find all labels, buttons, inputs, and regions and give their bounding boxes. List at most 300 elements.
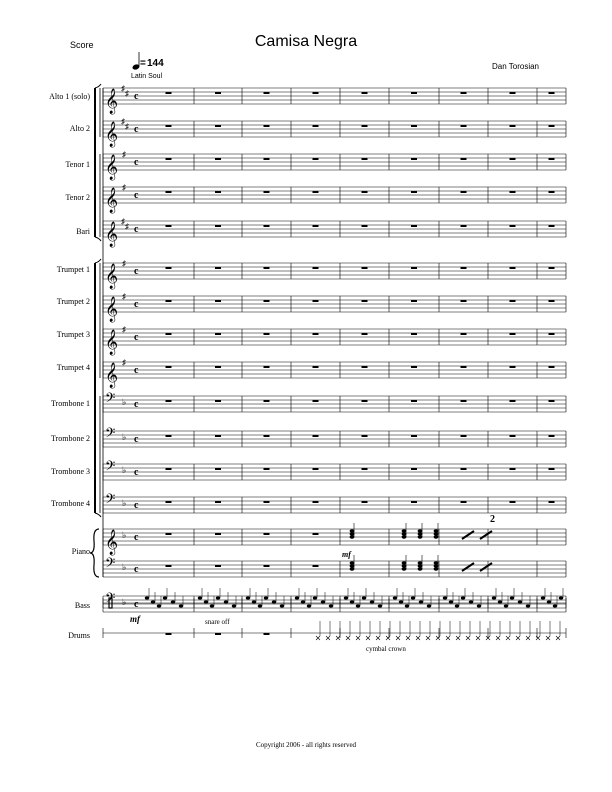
cymbal-notehead [336, 636, 340, 640]
chord-notehead [350, 567, 355, 570]
bass-notehead [356, 604, 360, 607]
time-signature: c [134, 599, 139, 610]
sharp-icon: ♯ [122, 150, 126, 159]
whole-rest [461, 435, 467, 437]
cymbal-notehead [416, 636, 420, 640]
whole-rest [264, 158, 270, 160]
treble-clef-icon: 𝄞 [105, 121, 119, 146]
flat-icon: ♭ [122, 465, 127, 475]
flat-icon: ♭ [122, 597, 127, 607]
flat-icon: ♭ [122, 432, 127, 442]
cymbal-notehead [356, 636, 360, 640]
time-signature: c [134, 224, 139, 235]
whole-rest [549, 435, 555, 437]
whole-rest [313, 366, 319, 368]
bass-notehead [526, 604, 530, 607]
whole-rest [549, 333, 555, 335]
bass-notehead [179, 604, 183, 607]
bass-dynamic: mf [130, 614, 140, 624]
whole-rest [264, 533, 270, 535]
bass-notehead [492, 596, 496, 599]
whole-rest [215, 92, 221, 94]
whole-rest [362, 400, 368, 402]
sharp-icon: ♯ [122, 292, 126, 301]
bass-notehead [329, 604, 333, 607]
sharp-icon: ♯ [121, 117, 125, 126]
bass-clef-icon: 𝄢 [105, 460, 116, 477]
whole-rest [313, 300, 319, 302]
instrument-label: Bass [74, 601, 90, 610]
bass-notehead [449, 600, 453, 603]
bass-notehead [547, 600, 551, 603]
bass-notehead [157, 604, 161, 607]
bass-notehead [427, 604, 431, 607]
whole-rest [215, 435, 221, 437]
bass-notehead [362, 596, 366, 599]
repeat-slash [462, 531, 474, 539]
flat-icon: ♭ [122, 397, 127, 407]
bass-notehead [232, 604, 236, 607]
whole-rest [215, 468, 221, 470]
bass-notehead [252, 600, 256, 603]
whole-rest [461, 267, 467, 269]
whole-rest [549, 300, 555, 302]
whole-rest [411, 92, 417, 94]
whole-rest [166, 400, 172, 402]
whole-rest [264, 125, 270, 127]
whole-rest [510, 400, 516, 402]
tempo-equals: = [140, 58, 146, 69]
cymbal-notehead [476, 636, 480, 640]
whole-rest [166, 92, 172, 94]
bass-notehead [210, 604, 214, 607]
whole-rest [510, 468, 516, 470]
bass-notehead [350, 600, 354, 603]
bass-notehead [518, 600, 522, 603]
whole-rest [313, 533, 319, 535]
whole-rest [510, 125, 516, 127]
repeat-slash [480, 531, 492, 539]
cymbal-notehead [376, 636, 380, 640]
score-label: Score [70, 40, 94, 50]
instrument-label: Trombone 2 [50, 434, 90, 443]
saxophone-bracket-cap [95, 237, 101, 241]
whole-rest [264, 333, 270, 335]
whole-rest [313, 565, 319, 567]
whole-rest [215, 191, 221, 193]
bass-notehead [541, 596, 545, 599]
bass-notehead [553, 604, 557, 607]
chord-notehead [418, 535, 423, 538]
time-signature: c [134, 266, 139, 277]
cymbal-notehead [546, 636, 550, 640]
whole-rest [362, 501, 368, 503]
whole-rest [461, 191, 467, 193]
whole-rest [166, 533, 172, 535]
brass-bracket-cap [95, 259, 101, 263]
sharp-icon: ♯ [125, 89, 129, 98]
chord-notehead [418, 532, 423, 535]
cymbal-notehead [366, 636, 370, 640]
chord-notehead [350, 561, 355, 564]
whole-rest [461, 125, 467, 127]
whole-rest [362, 158, 368, 160]
whole-rest [166, 225, 172, 227]
bass-notehead [399, 600, 403, 603]
whole-rest [362, 125, 368, 127]
chord-notehead [434, 567, 439, 570]
time-signature: c [134, 532, 139, 543]
whole-rest [362, 267, 368, 269]
whole-rest [549, 158, 555, 160]
whole-rest [411, 400, 417, 402]
chord-notehead [402, 567, 407, 570]
cymbal-notehead [536, 636, 540, 640]
cymbal-notehead [506, 636, 510, 640]
whole-rest [510, 191, 516, 193]
cymbal-annotation: cymbal crown [366, 645, 406, 653]
sharp-icon: ♯ [122, 325, 126, 334]
whole-rest [215, 565, 221, 567]
bass-notehead [272, 600, 276, 603]
chord-notehead [350, 532, 355, 535]
treble-clef-icon: 𝄞 [105, 88, 119, 113]
instrument-label: Alto 2 [69, 124, 90, 133]
whole-rest [313, 333, 319, 335]
bass-notehead [559, 596, 563, 599]
time-signature: c [134, 434, 139, 445]
whole-rest [549, 468, 555, 470]
whole-rest [215, 300, 221, 302]
whole-rest [313, 267, 319, 269]
treble-clef-icon: 𝄞 [105, 329, 119, 354]
bass-notehead [258, 604, 262, 607]
bass-notehead [145, 596, 149, 599]
whole-rest [166, 125, 172, 127]
treble-clef-icon: 𝄞 [105, 221, 119, 246]
time-signature: c [134, 124, 139, 135]
whole-rest [264, 633, 270, 635]
chord-notehead [402, 561, 407, 564]
treble-clef-icon: 𝄞 [105, 529, 119, 554]
cymbal-notehead [456, 636, 460, 640]
cymbal-notehead [516, 636, 520, 640]
whole-rest [411, 501, 417, 503]
bass-clef-icon: 𝄢 [105, 493, 116, 510]
cymbal-notehead [466, 636, 470, 640]
whole-rest [313, 501, 319, 503]
whole-rest [510, 92, 516, 94]
bass-notehead [510, 596, 514, 599]
chord-notehead [434, 529, 439, 532]
whole-rest [549, 92, 555, 94]
whole-rest [411, 435, 417, 437]
bass-notehead [370, 600, 374, 603]
whole-rest [549, 125, 555, 127]
bass-notehead [498, 600, 502, 603]
time-signature: c [134, 564, 139, 575]
repeat-slash [462, 563, 474, 571]
whole-rest [549, 267, 555, 269]
whole-rest [264, 501, 270, 503]
whole-rest [510, 435, 516, 437]
whole-rest [215, 633, 221, 635]
whole-rest [510, 366, 516, 368]
whole-rest [264, 191, 270, 193]
whole-rest [411, 225, 417, 227]
instrument-label: Trumpet 1 [56, 265, 90, 274]
bass-notehead [171, 600, 175, 603]
whole-rest [166, 435, 172, 437]
whole-rest [461, 366, 467, 368]
bass-notehead [163, 596, 167, 599]
sharp-icon: ♯ [125, 122, 129, 131]
flat-icon: ♭ [122, 562, 127, 572]
bass-notehead [321, 600, 325, 603]
whole-rest [215, 158, 221, 160]
whole-rest [549, 501, 555, 503]
whole-rest [510, 267, 516, 269]
whole-rest [313, 468, 319, 470]
whole-rest [264, 366, 270, 368]
copyright-notice: Copyright 2006 - all rights reserved [255, 741, 357, 749]
whole-rest [313, 400, 319, 402]
whole-rest [549, 366, 555, 368]
chord-notehead [402, 564, 407, 567]
cymbal-notehead [326, 636, 330, 640]
cymbal-notehead [426, 636, 430, 640]
whole-rest [362, 300, 368, 302]
whole-rest [215, 366, 221, 368]
cymbal-notehead [316, 636, 320, 640]
treble-clef-icon: 𝄞 [105, 263, 119, 288]
sharp-icon: ♯ [122, 358, 126, 367]
bass-notehead [378, 604, 382, 607]
time-signature: c [134, 500, 139, 511]
instrument-label: Tenor 1 [65, 160, 90, 169]
whole-rest [362, 366, 368, 368]
page-title: Camisa Negra [254, 33, 358, 50]
whole-rest [215, 125, 221, 127]
bass-notehead [264, 596, 268, 599]
whole-rest [510, 300, 516, 302]
whole-rest [411, 366, 417, 368]
bass-notehead [469, 600, 473, 603]
bass-notehead [443, 596, 447, 599]
whole-rest [166, 300, 172, 302]
whole-rest [411, 267, 417, 269]
whole-rest [264, 225, 270, 227]
sharp-icon: ♯ [125, 222, 129, 231]
whole-rest [461, 468, 467, 470]
treble-clef-icon: 𝄞 [105, 187, 119, 212]
bass-notehead [405, 604, 409, 607]
whole-rest [166, 633, 172, 635]
chord-notehead [418, 564, 423, 567]
bass-notehead [295, 596, 299, 599]
whole-rest [166, 333, 172, 335]
treble-clef-icon: 𝄞 [105, 296, 119, 321]
chord-notehead [418, 529, 423, 532]
snare-annotation: snare off [205, 618, 230, 626]
whole-rest [411, 191, 417, 193]
whole-rest [510, 501, 516, 503]
tempo-value: 144 [147, 58, 164, 69]
chord-notehead [418, 567, 423, 570]
whole-rest [549, 191, 555, 193]
whole-rest [362, 92, 368, 94]
whole-rest [166, 501, 172, 503]
whole-rest [313, 191, 319, 193]
sharp-icon: ♯ [122, 259, 126, 268]
whole-rest [264, 92, 270, 94]
bass-notehead [419, 600, 423, 603]
bass-notehead [224, 600, 228, 603]
piano-dynamic: mf [342, 550, 351, 559]
chord-notehead [350, 535, 355, 538]
cymbal-notehead [496, 636, 500, 640]
bass-clef-icon: 𝄢 [105, 557, 116, 574]
bass-notehead [504, 604, 508, 607]
cymbal-notehead [446, 636, 450, 640]
flat-icon: ♭ [122, 530, 127, 540]
chord-notehead [434, 535, 439, 538]
instrument-label: Trombone 1 [50, 399, 90, 408]
time-signature: c [134, 190, 139, 201]
bass-notehead [216, 596, 220, 599]
time-signature: c [134, 332, 139, 343]
whole-rest [411, 333, 417, 335]
instrument-label: Alto 1 (solo) [49, 92, 90, 101]
time-signature: c [134, 399, 139, 410]
whole-rest [215, 267, 221, 269]
bass-notehead [301, 600, 305, 603]
instrument-label: Trombone 3 [50, 467, 90, 476]
instrument-label: Trumpet 2 [56, 297, 90, 306]
bass-notehead [313, 596, 317, 599]
instrument-label: Drums [68, 631, 90, 640]
chord-notehead [434, 564, 439, 567]
whole-rest [461, 158, 467, 160]
whole-rest [264, 267, 270, 269]
whole-rest [461, 92, 467, 94]
bass-clef-icon: 𝄢 [105, 392, 116, 409]
style-marking: Latin Soul [131, 73, 163, 80]
bass-notehead [307, 604, 311, 607]
sharp-icon: ♯ [121, 84, 125, 93]
treble-clef-icon: 𝄞 [105, 154, 119, 179]
bass-notehead [151, 600, 155, 603]
whole-rest [313, 435, 319, 437]
bass-notehead [246, 596, 250, 599]
whole-rest [510, 225, 516, 227]
whole-rest [461, 300, 467, 302]
sharp-icon: ♯ [122, 183, 126, 192]
repeat-count: 2 [490, 514, 495, 525]
whole-rest [313, 158, 319, 160]
whole-rest [215, 400, 221, 402]
bass-notehead [393, 596, 397, 599]
chord-notehead [350, 529, 355, 532]
whole-rest [313, 125, 319, 127]
composer-credit: Dan Torosian [492, 62, 539, 71]
bass-clef-icon: 𝄢 [105, 592, 116, 609]
whole-rest [215, 533, 221, 535]
whole-rest [510, 158, 516, 160]
bass-notehead [198, 596, 202, 599]
cymbal-notehead [386, 636, 390, 640]
whole-rest [411, 125, 417, 127]
cymbal-notehead [556, 636, 560, 640]
bass-notehead [344, 596, 348, 599]
sharp-icon: ♯ [121, 217, 125, 226]
treble-clef-icon: 𝄞 [105, 362, 119, 387]
instrument-label: Trumpet 3 [56, 330, 90, 339]
instrument-label: Tenor 2 [65, 193, 90, 202]
flat-icon: ♭ [122, 498, 127, 508]
whole-rest [411, 300, 417, 302]
whole-rest [166, 158, 172, 160]
whole-rest [362, 191, 368, 193]
whole-rest [313, 92, 319, 94]
cymbal-notehead [346, 636, 350, 640]
cymbal-notehead [526, 636, 530, 640]
whole-rest [362, 468, 368, 470]
chord-notehead [418, 561, 423, 564]
whole-rest [215, 501, 221, 503]
whole-rest [264, 468, 270, 470]
chord-notehead [434, 561, 439, 564]
whole-rest [166, 267, 172, 269]
piano-brace [90, 529, 99, 577]
whole-rest [461, 501, 467, 503]
whole-rest [166, 191, 172, 193]
saxophone-bracket-cap [95, 84, 101, 88]
bass-notehead [204, 600, 208, 603]
bass-notehead [461, 596, 465, 599]
whole-rest [166, 565, 172, 567]
whole-rest [549, 225, 555, 227]
whole-rest [549, 400, 555, 402]
brass-bracket-cap [95, 513, 101, 517]
whole-rest [313, 225, 319, 227]
whole-rest [264, 565, 270, 567]
whole-rest [166, 366, 172, 368]
time-signature: c [134, 91, 139, 102]
whole-rest [461, 400, 467, 402]
repeat-slash [480, 563, 492, 571]
chord-notehead [350, 564, 355, 567]
instrument-label: Trombone 4 [50, 499, 90, 508]
bass-clef-icon: 𝄢 [105, 427, 116, 444]
whole-rest [362, 225, 368, 227]
whole-rest [264, 435, 270, 437]
cymbal-notehead [396, 636, 400, 640]
whole-rest [362, 333, 368, 335]
time-signature: c [134, 299, 139, 310]
bass-notehead [477, 604, 481, 607]
whole-rest [215, 225, 221, 227]
whole-rest [411, 468, 417, 470]
bass-notehead [280, 604, 284, 607]
whole-rest [264, 300, 270, 302]
whole-rest [461, 225, 467, 227]
whole-rest [461, 333, 467, 335]
time-signature: c [134, 467, 139, 478]
chord-notehead [402, 532, 407, 535]
whole-rest [166, 468, 172, 470]
chord-notehead [402, 529, 407, 532]
